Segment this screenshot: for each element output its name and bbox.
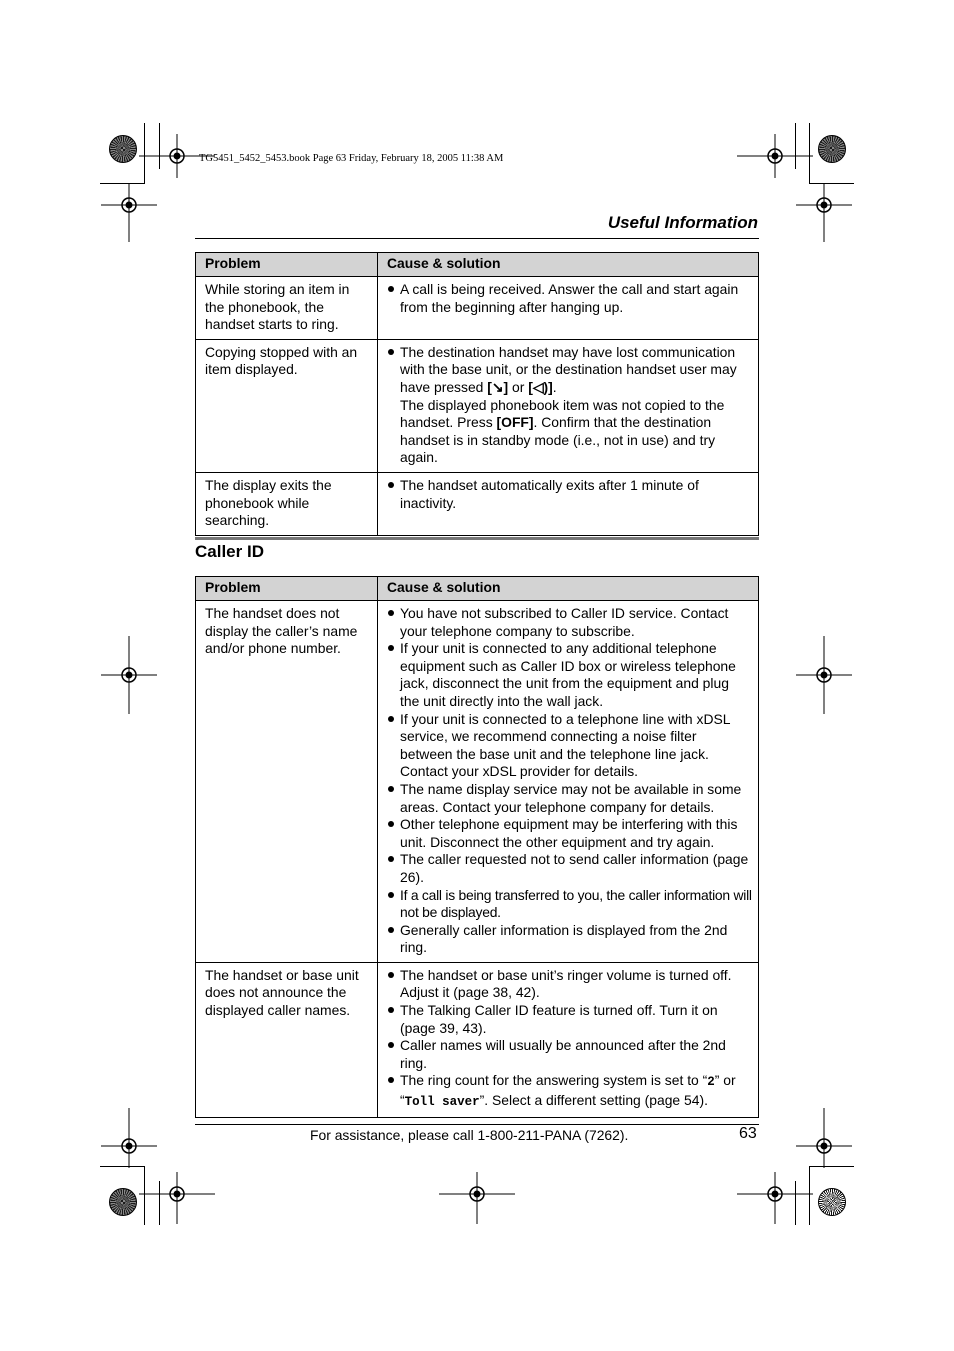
table-row	[196, 962, 759, 1117]
cause-text: .	[552, 378, 557, 395]
header-rule	[195, 238, 759, 239]
column-header-problem: Problem	[196, 577, 378, 601]
table-header-row	[196, 253, 759, 277]
page-number: 63	[739, 1125, 757, 1142]
phonebook-troubleshooting-table	[195, 252, 759, 536]
table-row	[196, 277, 759, 340]
cause-item: Other telephone equipment may be interfering with this unit. Disconnect the other equipment and try again.	[387, 816, 752, 851]
cause-cell	[378, 472, 759, 535]
caller-id-heading: Caller ID	[195, 542, 264, 561]
cause-text: The destination handset may have lost communication with the base unit, or the destination handset user may have pressed	[400, 343, 737, 395]
caller-id-troubleshooting-table	[195, 576, 759, 1118]
cause-item	[387, 344, 752, 467]
table-row	[196, 601, 759, 963]
cause-item: The handset or base unit’s ringer volume is turned off. Adjust it (page 38, 42).	[387, 967, 752, 1002]
cause-item: A call is being received. Answer the call and start again from the beginning after hanging up.	[387, 281, 752, 316]
cause-item: The caller requested not to send caller information (page 26).	[387, 851, 752, 886]
cause-text: ”. Select a different setting (page 54).	[479, 1092, 708, 1109]
problem-cell: While storing an item in the phonebook, the handset starts to ring.	[196, 277, 378, 340]
cause-item: If your unit is connected to any additional telephone equipment such as Caller ID box or wireless telephone jack, disconnect the unit from the equipment and plug the unit directly into the wall jack.	[387, 640, 752, 710]
footer-rule	[195, 1124, 759, 1125]
table-row	[196, 339, 759, 472]
display-value: 2	[707, 1075, 715, 1090]
cause-text: The displayed phonebook item was not copied to the handset. Press	[400, 396, 725, 431]
column-header-problem: Problem	[196, 253, 378, 277]
section-title: Useful Information	[607, 213, 758, 232]
column-header-cause: Cause & solution	[378, 577, 759, 601]
cause-cell	[378, 339, 759, 472]
speaker-key-icon: [◁)]	[528, 378, 553, 395]
section-divider	[195, 537, 759, 540]
cause-cell	[378, 277, 759, 340]
cause-text: ” or “	[400, 1072, 736, 1109]
table-row	[196, 472, 759, 535]
cause-text: or	[508, 378, 529, 395]
cause-item: Caller names will usually be announced after the 2nd ring.	[387, 1037, 752, 1072]
cause-item: You have not subscribed to Caller ID service. Contact your telephone company to subscribe.	[387, 605, 752, 640]
cause-cell	[378, 601, 759, 963]
off-key: [OFF]	[496, 414, 534, 431]
display-value: Toll saver	[404, 1095, 480, 1110]
problem-cell: The handset or base unit does not announce the displayed caller names.	[196, 962, 378, 1117]
cause-item: The Talking Caller ID feature is turned off. Turn it on (page 39, 43).	[387, 1002, 752, 1037]
column-header-cause: Cause & solution	[378, 253, 759, 277]
table-header-row	[196, 577, 759, 601]
cause-item: Generally caller information is displayed from the 2nd ring.	[387, 922, 752, 957]
book-info-line: TG5451_5452_5453.book Page 63 Friday, February 18, 2005 11:38 AM	[199, 153, 504, 164]
cause-item: The handset automatically exits after 1 minute of inactivity.	[387, 477, 752, 512]
cause-cell	[378, 962, 759, 1117]
talk-key-icon: [↘]	[487, 378, 509, 395]
cause-item	[387, 1072, 752, 1111]
cause-item: If your unit is connected to a telephone line with xDSL service, we recommend connecting a noise filter between the base unit and the telephone line jack. Contact your xDSL provider for details.	[387, 711, 752, 781]
problem-cell: Copying stopped with an item displayed.	[196, 339, 378, 472]
problem-cell: The display exits the phonebook while searching.	[196, 472, 378, 535]
cause-text: . Confirm that the destination handset is in standby mode (i.e., not in use) and try again.	[400, 414, 716, 466]
problem-cell: The handset does not display the caller’s name and/or phone number.	[196, 601, 378, 963]
cause-item: If a call is being transferred to you, the caller information will not be displayed.	[387, 887, 752, 922]
cause-text: The ring count for the answering system is set to “	[400, 1072, 708, 1089]
assistance-line: For assistance, please call 1-800-211-PANA (7262).	[310, 1127, 629, 1143]
cause-item: The name display service may not be available in some areas. Contact your telephone company for details.	[387, 781, 752, 816]
